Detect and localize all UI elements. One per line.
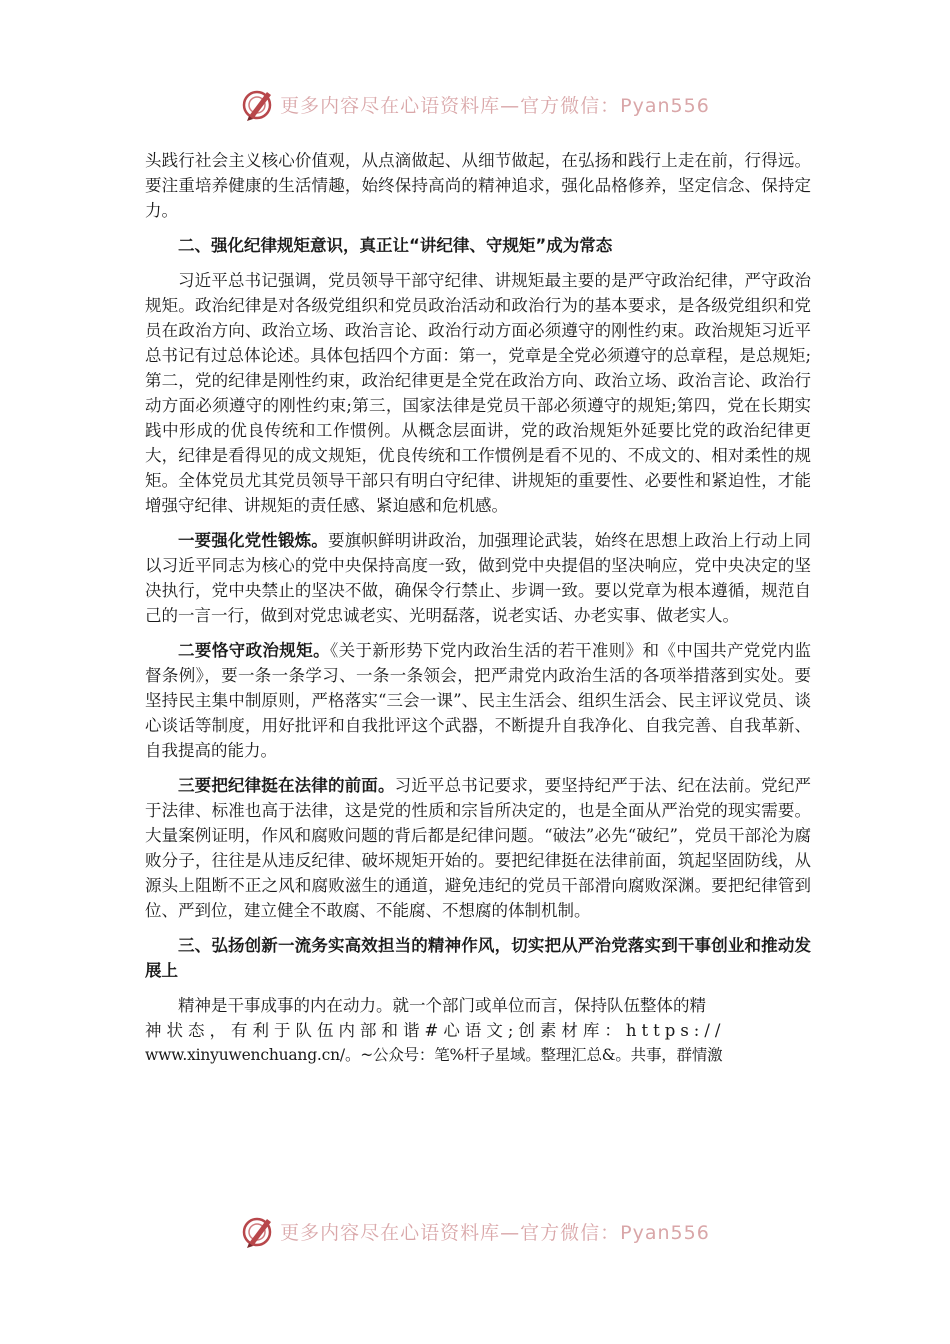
pen-logo-icon — [240, 1213, 276, 1249]
paragraph-spirit-line-2: 神状态，有利于队伍内部和谐#心语文;创素材库：https:// — [145, 1021, 726, 1040]
paragraph-intro: 头践行社会主义核心价值观，从点滴做起、从细节做起，在弘扬和践行上走在前，行得远。要注重培养健康的生活情趣，始终保持高尚的精神追求，强化品格修养，坚定信念、保持定力。 — [145, 151, 811, 220]
paragraph-text: 要旗帜鲜明讲政治，加强理论武装，始终在思想上政治上行动上同以习近平同志为核心的党中央保持高度一致，做到党中央提倡的坚决响应，党中央决定的坚决执行，党中央禁止的坚决不做，确保令行禁止、步调一致。要以党章为根本遵循，规范自己的一言一行，做到对党忠诚老实、光明磊落，说老实话、办老实事、做老实人。 — [145, 531, 812, 625]
paragraph-lead: 二要恪守政治规矩。 — [178, 641, 330, 660]
paragraph-text-line-1: 精神是干事成事的内在动力。就一个部门或单位而言，保持队伍整体的精 — [178, 996, 706, 1015]
banner-text: 更多内容尽在心语资料库—官方微信：Pyan556 — [280, 94, 710, 117]
paragraph-spirit — [145, 993, 811, 1018]
document-body — [145, 148, 811, 1078]
paragraph-lead: 一要强化党性锻炼。 — [178, 531, 328, 550]
paragraph-party-spirit — [145, 528, 811, 628]
paragraph-discipline: 习近平总书记强调，党员领导干部守纪律、讲规矩最主要的是严守政治纪律，严守政治规矩。政治纪律是对各级党组织和党员政治活动和政治行为的基本要求，是各级党组织和党员在政治方向、政治立场、政治言论、政治行动方面必须遵守的刚性约束。政治规矩习近平总书记有过总体论述。具体包括四个方面：第一，党章是全党必须遵守的总章程，是总规矩;第二，党的纪律是刚性约束，政治纪律更是全党在政治方向、政治立场、政治言论、政治行动方面必须遵守的刚性约束;第三，国家法律是党员干部必须遵守的规矩;第四，党在长期实践中形成的优良传统和工作惯例。从概念层面讲，党的政治规矩外延要比党的政治纪律更大，纪律是看得见的成文规矩，优良传统和工作惯例是看不见的、不成文的、相对柔性的规矩。全体党员尤其党员领导干部只有明白守纪律、讲规矩的重要性、必要性和紧迫性，才能增强守纪律、讲规矩的责任感、紧迫感和危机感。 — [145, 271, 811, 515]
section-heading-3: 三、弘扬创新一流务实高效担当的精神作风，切实把从严治党落实到干事创业和推动发展上 — [145, 936, 811, 980]
paragraph-lead: 三要把纪律挺在法律的前面。 — [178, 776, 395, 795]
footer-watermark-banner — [0, 1211, 950, 1251]
paragraph-discipline-before-law — [145, 773, 811, 923]
paragraph-text: 习近平总书记要求，要坚持纪严于法、纪在法前。党纪严于法律、标准也高于法律，这是党的性质和宗旨所决定的，也是全面从严治党的现实需要。大量案例证明，作风和腐败问题的背后都是纪律问题。“破法”必先“破纪”，党员干部沦为腐败分子，往往是从违反纪律、破坏规矩开始的。要把纪律挺在法律前面，筑起坚固防线，从源头上阻断不正之风和腐败滋生的通道，避免违纪的党员干部滑向腐败深渊。要把纪律管到位、严到位，建立健全不敢腐、不能腐、不想腐的体制机制。 — [145, 776, 812, 920]
paragraph-spirit-line-3: www.xinyuwenchuang.cn/。~公众号：笔%杆子星域。整理汇总&。共事，群情激 — [145, 1046, 723, 1064]
section-heading-2: 二、强化纪律规矩意识，真正让“讲纪律、守规矩”成为常态 — [178, 236, 613, 255]
paragraph-political-rules — [145, 638, 811, 763]
header-watermark-banner — [0, 84, 950, 124]
paragraph-text: 《关于新形势下党内政治生活的若干准则》和《中国共产党党内监督条例》，要一条一条学习、一条一条领会，把严肃党内政治生活的各项举措落到实处。要坚持民主集中制原则，严格落实“三会一课”、民主生活会、组织生活会、民主评议党员、谈心谈话等制度，用好批评和自我批评这个武器，不断提升自我净化、自我完善、自我革新、自我提高的能力。 — [145, 641, 812, 760]
banner-text: 更多内容尽在心语资料库—官方微信：Pyan556 — [280, 1221, 710, 1244]
pen-logo-icon — [240, 86, 276, 122]
